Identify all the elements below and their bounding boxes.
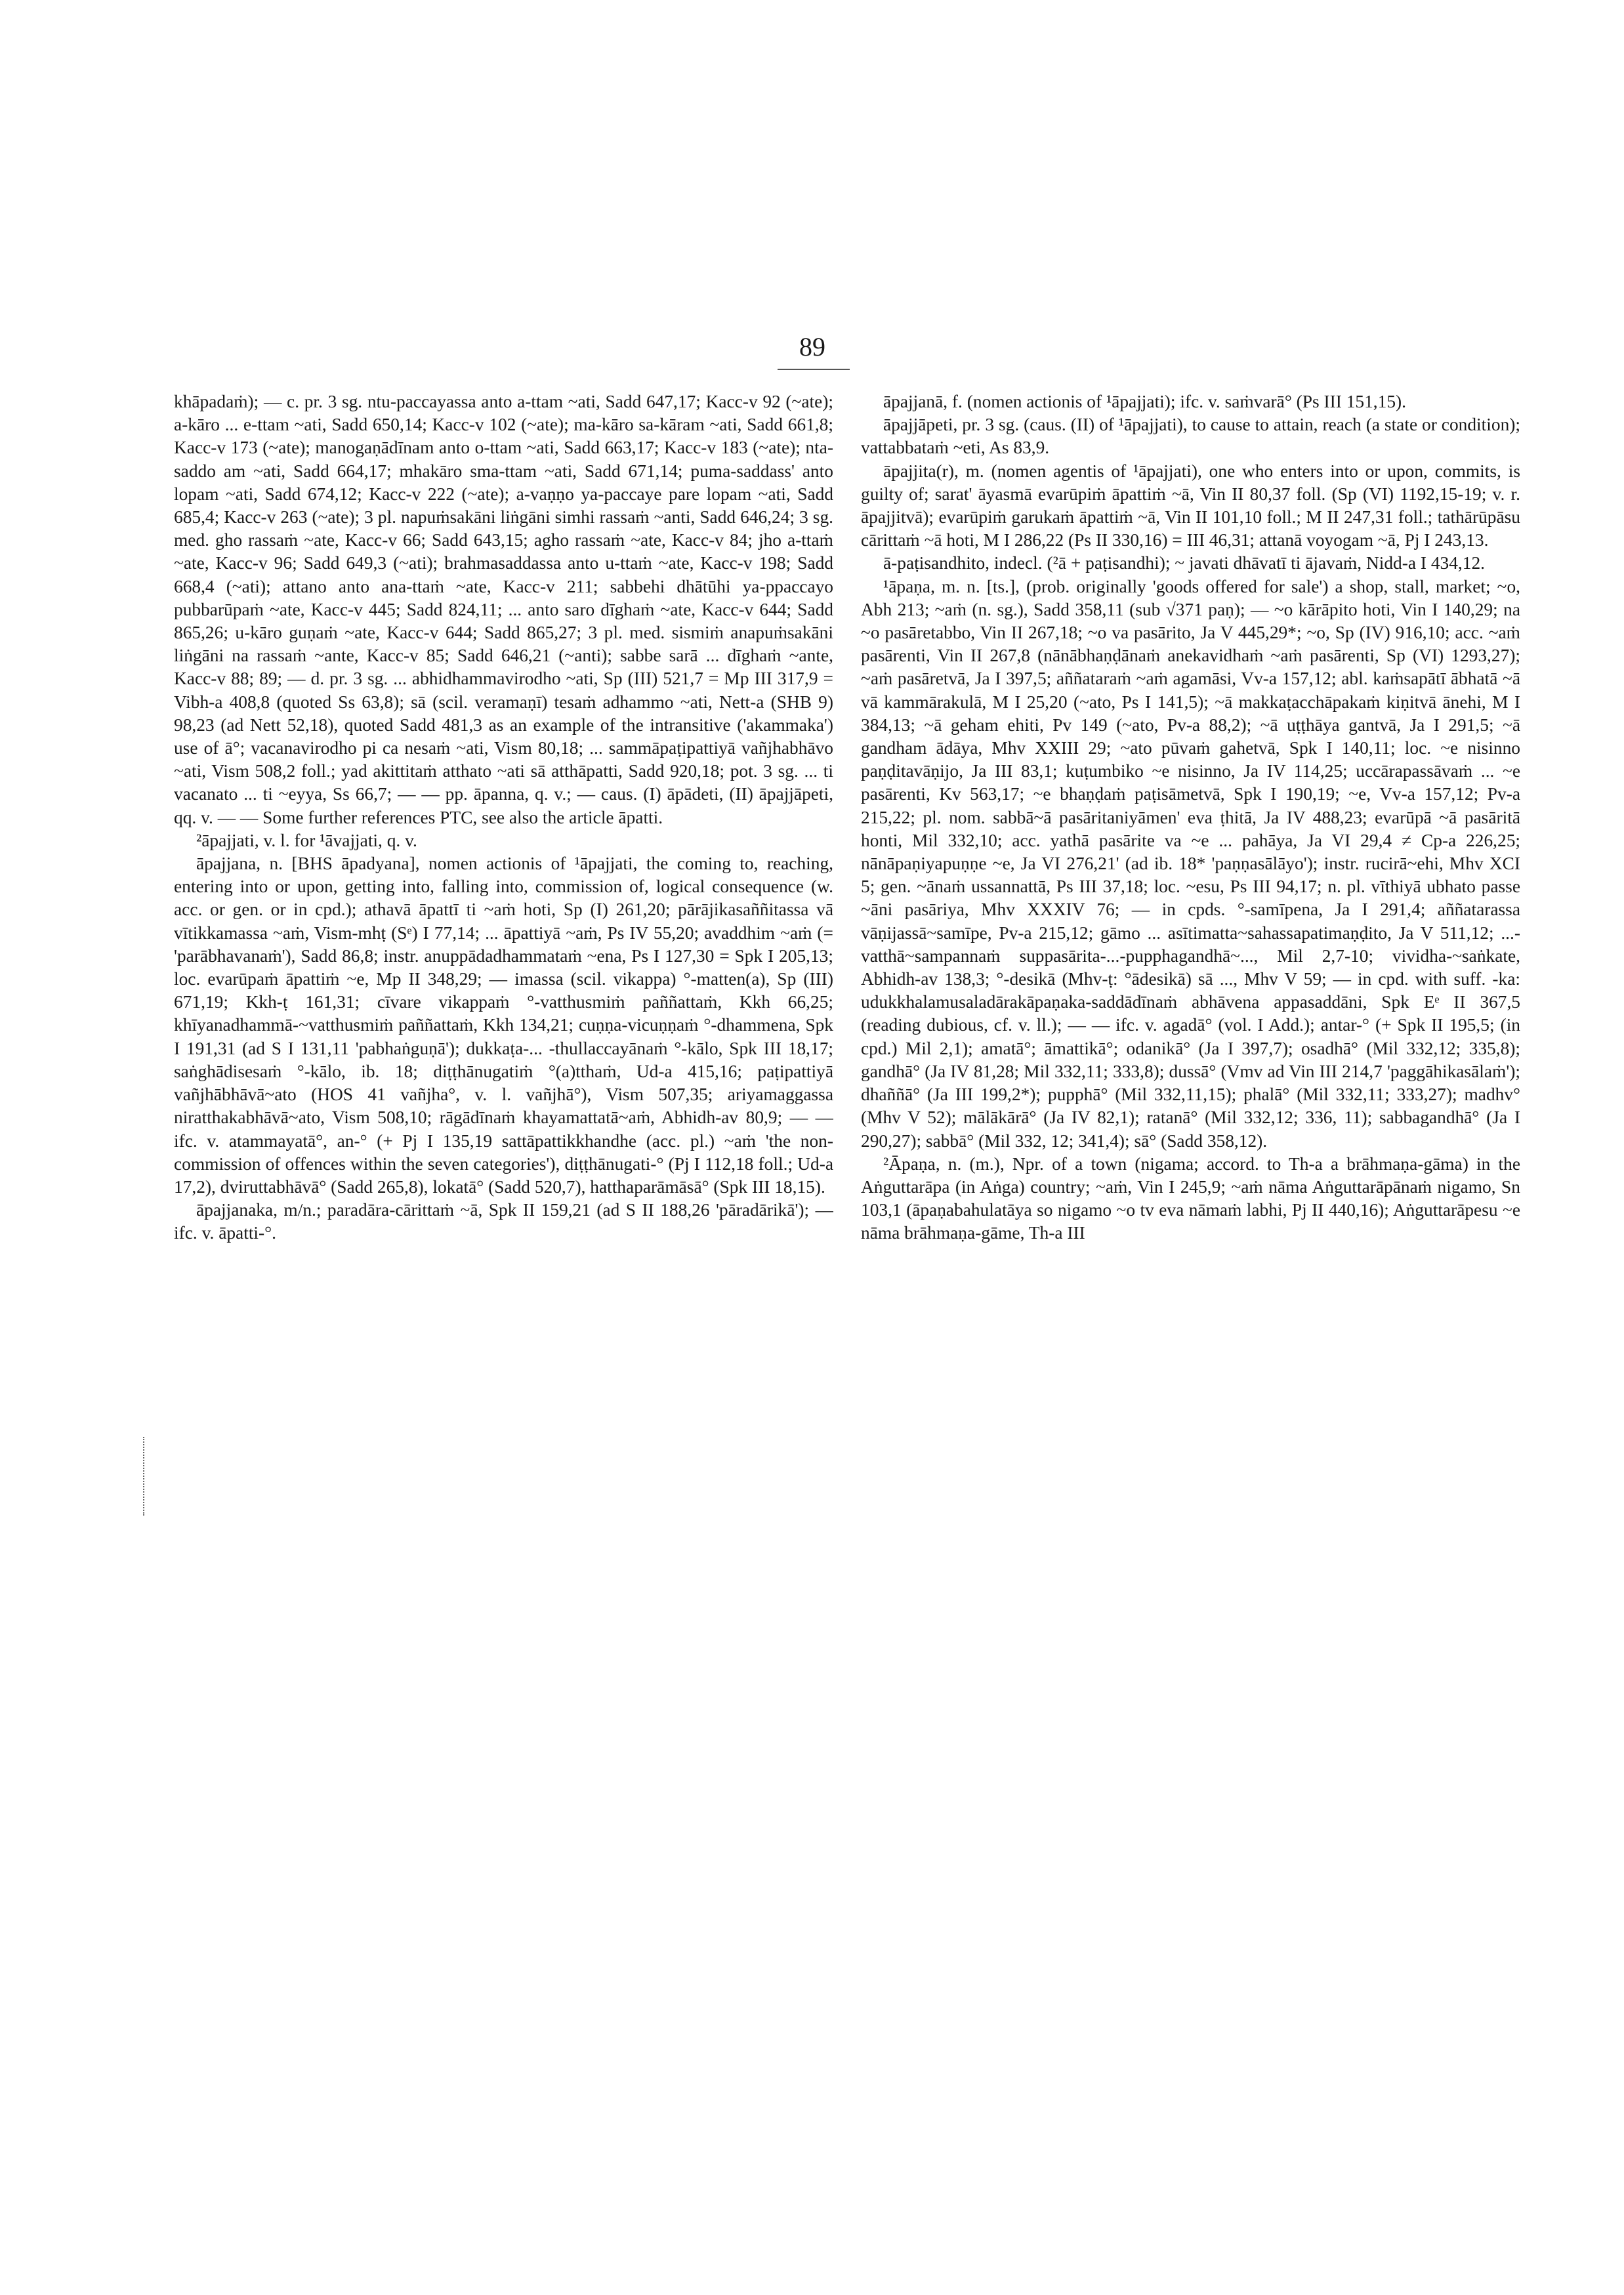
- left-column: [174, 390, 833, 2250]
- dictionary-entry: ²āpajjati, v. l. for ¹āvajjati, q. v.: [196, 830, 417, 850]
- page-number: 89: [799, 332, 825, 362]
- dictionary-entry: āpajjanā, f. (nomen actionis of ¹āpajjati); ifc. v. saṁvarā° (Ps III 151,15).: [883, 392, 1406, 411]
- dictionary-entry: ¹āpaṇa, m. n. [ts.], (prob. originally 'goods offered for sale') a shop, stall, market; ~o, Abh 213; ~aṁ (n. sg.), Sadd 358,11 (sub √371 paṇ); — ~o kārāpito hoti, Vin I 140,29; na ~o pasāretabbo, Vin II 267,18; ~o va pasārito, Ja V 445,29*; ~o, Sp (IV) 916,10; acc. ~aṁ pasārenti, Vin II 267,8 (nānābhaṇḍānaṁ anekavidhaṁ ~aṁ pasārenti, Sp (VI) 1293,27); ~aṁ pasāretvā, Ja I 397,5; aññataraṁ ~aṁ agamāsi, Vv-a 157,12; abl. kaṁsapātī ābhatā ~ā vā kammārakulā, M I 25,20 (~ato, Ps I 141,5); ~ā makkaṭacchāpakaṁ kiṇitvā ānehi, M I 384,13; ~ā geham ehiti, Pv 149 (~ato, Pv-a 88,2); ~ā uṭṭhāya gantvā, Ja I 291,5; ~ā gandham ādāya, Mhv XXIII 29; ~ato pūvaṁ gahetvā, Spk I 140,11; loc. ~e nisinno paṇḍitavāṇijo, Ja III 83,1; kuṭumbiko ~e nisinno, Ja IV 114,25; uccārapassāvaṁ ... ~e pasārenti, Kv 563,17; ~e bhaṇḍaṁ paṭisāmetvā, Spk I 190,19; ~e, Vv-a 157,12; Pv-a 215,22; pl. nom. sabbā~ā pasāritaniyāmen' eva ṭhitā, Ja IV 488,23; evarūpā ~ā pasāritā honti, Mil 332,10; acc. yathā pasārite va ~e ... pahāya, Ja VI 29,4 ≠ Cp-a 226,25; nānāpaṇiyapuṇṇe ~e, Ja VI 276,21' (ad ib. 18* 'paṇṇasālāyo'); instr. rucirā~ehi, Mhv XCI 5; gen. ~ānaṁ ussannattā, Ps III 37,18; loc. ~esu, Ps III 94,17; n. pl. vīthiyā ubhato passe ~āni pasāriya, Mhv XXXIV 76; — in cpds. °-samīpena, Ja I 291,4; aññatarassa vāṇijassā~samīpe, Pv-a 215,12; gāmo ... asītimatta~sahassapatimaṇḍito, Ja V 511,12; ...-vatthā~sampannaṁ suppasārita-...-pupphagandhā~..., Mil 2,7-10; vividha-~saṅkate, Abhidh-av 138,3; °-desikā (Mhv-ṭ: °ādesikā) sā ..., Mhv V 59; — in cpd. with suff. -ka: udukkhalamusaladārakāpaṇaka-saddādīnaṁ abhāvena appasaddāni, Spk Eᵉ II 367,5 (reading dubious, cf. v. ll.); — — ifc. v. agadā° (vol. I Add.); antar-° (+ Spk II 195,5; (in cpd.) Mil 2,1); amatā°; āmattikā°; odanikā° (Ja I 397,7); osadhā° (Mil 332,12; 335,8); gandhā° (Ja IV 81,28; Mil 332,11; 333,8); dussā° (Vmv ad Vin III 214,7 'paggāhikasālaṁ'); dhaññā° (Ja III 199,2*); pupphā° (Mil 332,11,15); phalā° (Mil 332,11; 333,27); madhv° (Mhv V 52); mālākārā° (Ja IV 82,1); ratanā° (Mil 332,12; 336, 11); sabbagandhā° (Ja I 290,27); sabbā° (Mil 332, 12; 341,4); sā° (Sadd 358,12).: [861, 576, 1520, 1151]
- dictionary-entry: ā-paṭisandhito, indecl. (²ā + paṭisandhi); ~ javati dhāvatī ti ājavaṁ, Nidd-a I 434,12.: [883, 553, 1485, 573]
- dictionary-entry: āpajjana, n. [BHS āpadyana], nomen actionis of ¹āpajjati, the coming to, reaching, entering into or upon, getting into, falling into, commission of, logical consequence (w. acc. or gen. or in cpd.); athavā āpattī ti ~aṁ hoti, Sp (I) 261,20; pārājikasaññitassa vā vītikkamassa ~aṁ, Vism-mhṭ (Sᵉ) I 77,14; ... āpattiyā ~aṁ, Ps IV 55,20; avaddhim ~aṁ (= 'parābhavanaṁ'), Sadd 86,8; instr. anuppādadhammataṁ ~ena, Ps I 127,30 = Spk I 205,13; loc. evarūpaṁ āpattiṁ ~e, Mp II 348,29; — imassa (scil. vikappa) °-matten(a), Sp (III) 671,19; Kkh-ṭ 161,31; cīvare vikappaṁ °-vatthusmiṁ paññattaṁ, Kkh 66,25; khīyanadhammā-~vatthusmiṁ paññattaṁ, Kkh 134,21; cuṇṇa-vicuṇṇaṁ °-dhammena, Spk I 191,31 (ad S I 131,11 'pabhaṅguṇā'); dukkaṭa-... -thullaccayānaṁ °-kālo, Spk III 18,17; saṅghādisesaṁ °-kālo, ib. 18; diṭṭhānugatiṁ °(a)tthaṁ, Ud-a 415,16; paṭipattiyā vañjhābhāvā~ato (HOS 41 vañjha°, v. l. vañjhā°), Vism 507,35; ariyamaggassa niratthakabhāvā~ato, Vism 508,10; rāgādīnaṁ khayamattatā~aṁ, Abhidh-av 80,9; — — ifc. v. atammayatā°, an-° (+ Pj I 135,19 sattāpattikkhandhe (acc. pl.) ~aṁ 'the non-commission of offences within the seven categories'), diṭṭhānugati-° (Pj I 112,18 foll.; Ud-a 17,2), dviruttabhāvā° (Sadd 265,8), lokatā° (Sadd 520,7), hatthaparāmāsā° (Spk III 18,15).: [174, 854, 833, 1197]
- margin-mark: [143, 1437, 146, 1516]
- dictionary-entry: khāpadaṁ); — c. pr. 3 sg. ntu-paccayassa anto a-ttam ~ati, Sadd 647,17; Kacc-v 92 (~ate); a-kāro ... e-ttam ~ati, Sadd 650,14; Kacc-v 102 (~ate); ma-kāro sa-kāram ~ati, Sadd 661,8; Kacc-v 173 (~ate); manogaṇādīnam anto o-ttam ~ati, Sadd 663,17; Kacc-v 183 (~ate); nta-saddo am ~ati, Sadd 664,17; mhakāro sma-ttam ~ati, Sadd 671,14; puma-saddass' anto lopam ~ati, Sadd 674,12; Kacc-v 222 (~ate); a-vaṇṇo ya-paccaye pare lopam ~ati, Sadd 685,4; Kacc-v 263 (~ate); 3 pl. napuṁsakāni liṅgāni simhi rassaṁ ~anti, Sadd 646,24; 3 sg. med. gho rassaṁ ~ate, Kacc-v 66; Sadd 643,15; agho rassaṁ ~ate, Kacc-v 84; jho a-ttaṁ ~ate, Kacc-v 96; Sadd 649,3 (~ati); brahmasaddassa anto u-ttaṁ ~ate, Kacc-v 198; Sadd 668,4 (~ati); attano anto ana-ttaṁ ~ate, Kacc-v 211; sabbehi dhātūhi ya-ppaccayo pubbarūpaṁ ~ate, Kacc-v 445; Sadd 824,11; ... anto saro dīghaṁ ~ate, Kacc-v 644; Sadd 865,26; u-kāro guṇaṁ ~ate, Kacc-v 644; Sadd 865,27; 3 pl. med. sismiṁ anapuṁsakāni liṅgāni na rassaṁ ~ante, Kacc-v 85; Sadd 646,21 (~anti); sabbe sarā ... dīghaṁ ~ante, Kacc-v 88; 89; — d. pr. 3 sg. ... abhidhammavirodho ~ati, Sp (III) 521,7 = Mp III 317,9 = Vibh-a 408,8 (quoted Ss 63,8); sā (scil. veramaṇī) tesaṁ adhammo ~ati, Nett-a (SHB 9) 98,23 (ad Nett 52,18), quoted Sadd 481,3 as an example of the intransitive ('akammaka') use of ā°; vacanavirodho pi ca nesaṁ ~ati, Vism 80,18; ... sammāpaṭipattiyā vañjhabhāvo ~ati, Vism 508,2 foll.; yad akittitaṁ atthato ~ati sā atthāpatti, Sadd 920,18; pot. 3 sg. ... ti vacanato ... ti ~eyya, Ss 66,7; — — pp. āpanna, q. v.; — caus. (I) āpādeti, (II) āpajjāpeti, qq. v. — — Some further references PTC, see also the article āpatti.: [174, 392, 833, 827]
- dictionary-entry: āpajjāpeti, pr. 3 sg. (caus. (II) of ¹āpajjati), to cause to attain, reach (a state or condition); vattabbataṁ ~eti, As 83,9.: [861, 415, 1520, 458]
- dictionary-entry: āpajjita(r), m. (nomen agentis of ¹āpajjati), one who enters into or upon, commits, is guilty of; sarat' āyasmā evarūpiṁ āpattiṁ ~ā, Vin II 80,37 foll. (Sp (VI) 1192,15-19; v. r. āpajjitvā); evarūpiṁ garukaṁ āpattiṁ ~ā, Vin II 101,10 foll.; M II 247,31 foll.; tathārūpāsu cārittaṁ ~ā hoti, M I 286,22 (Ps II 330,16) = III 46,31; attanā voyogam ~ā, Pj I 243,13.: [861, 461, 1520, 550]
- right-column: [861, 390, 1520, 2250]
- page-number-rule: [778, 369, 850, 370]
- dictionary-entry: āpajjanaka, m/n.; paradāra-cārittaṁ ~ā, Spk II 159,21 (ad S II 188,26 'pāradārikā'); — ifc. v. āpatti-°.: [174, 1200, 833, 1243]
- dictionary-entry: ²Āpaṇa, n. (m.), Npr. of a town (nigama; accord. to Th-a a brāhmaṇa-gāma) in the Aṅguttarāpa (in Aṅga) country; ~aṁ, Vin I 245,9; ~aṁ nāma Aṅguttarāpānaṁ nigamo, Sn 103,1 (āpaṇabahulatāya so nigamo ~o tv eva nāmaṁ labhi, Pj II 440,16); Aṅguttarāpesu ~e nāma brāhmaṇa-gāme, Th-a III: [861, 1153, 1520, 1243]
